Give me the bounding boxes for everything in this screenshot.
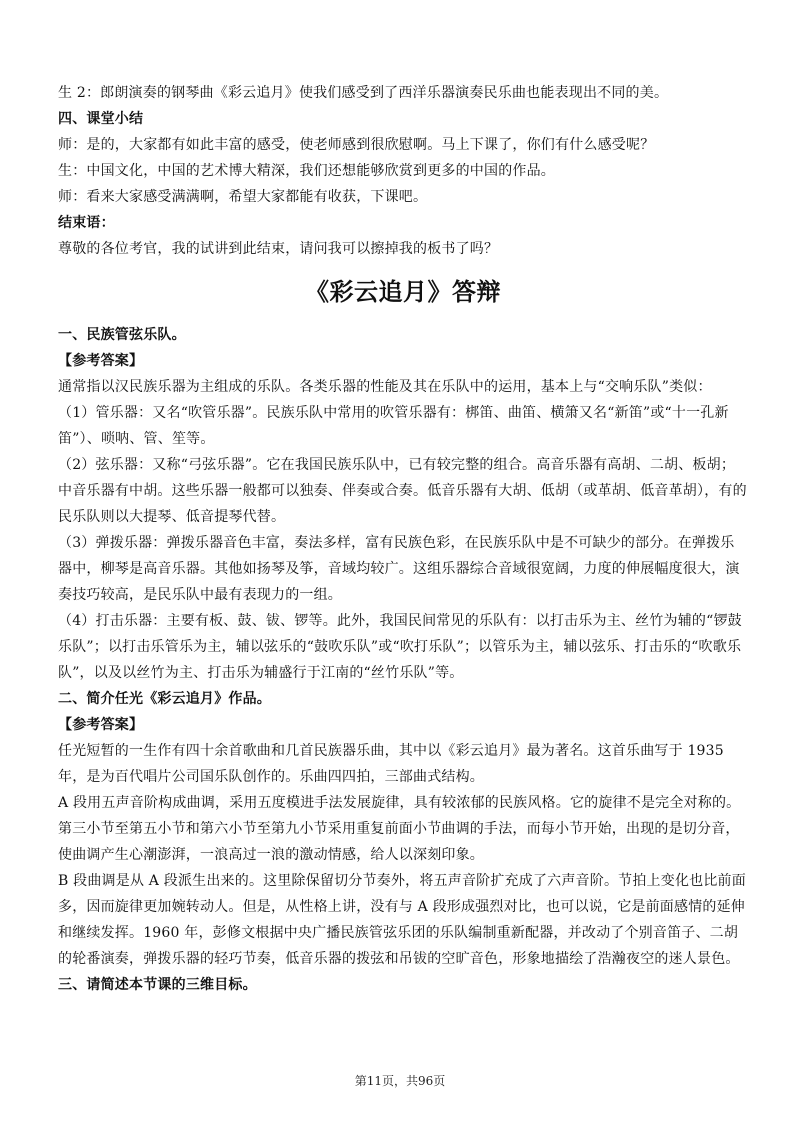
page-number-footer: 第11页，共96页	[354, 1074, 446, 1088]
paragraph: 任光短暂的一生作有四十余首歌曲和几首民族器乐曲，其中以《彩云追月》最为著名。这首乐曲写于 1935 年，是为百代唱片公司国乐队创作的。乐曲四四拍，三部曲式结构。	[58, 743, 724, 785]
page-title: 《彩云追月》答辩	[305, 278, 501, 306]
question-2-heading: 二、简介任光《彩云追月》作品。	[58, 691, 271, 707]
document-page	[58, 80, 748, 998]
closing-line: 尊敬的各位考官，我的试讲到此结束，请问我可以擦掉我的板书了吗？	[58, 241, 499, 257]
paragraph: A 段用五声音阶构成曲调，采用五度模进手法发展旋律，具有较浓郁的民族风格。它的旋律不是完全对称的。第三小节至第五小节和第六小节至第九小节采用重复前面小节曲调的手法，而每小节开始，出现的是切分音，使曲调产生心潮澎湃，一浪高过一浪的激动情感，给人以深刻印象。	[58, 795, 741, 863]
paragraph: （2）弦乐器：又称“弓弦乐器”。它在我国民族乐队中，已有较完整的组合。高音乐器有高胡、二胡、板胡；中音乐器有中胡。这些乐器一般都可以独奏、伴奏或合奏。低音乐器有大胡、低胡（或革胡、低音革胡），有的民乐队则以大提琴、低音提琴代替。	[58, 457, 747, 525]
section-heading-class-summary: 四、课堂小结	[58, 111, 144, 127]
section-heading-closing: 结束语：	[58, 215, 115, 231]
teacher-line-2: 师：看来大家感受满满啊，希望大家都能有收获，下课吧。	[58, 189, 428, 205]
answer-label: 【参考答案】	[58, 353, 144, 369]
paragraph: （4）打击乐器：主要有板、鼓、钹、锣等。此外，我国民间常见的乐队有：以打击乐为主、丝竹为辅的“锣鼓乐队”；以打击乐管乐为主，辅以弦乐的“鼓吹乐队”或“吹打乐队”；以管乐为主，辅以弦乐、打击乐的“吹歌乐队”，以及以丝竹为主、打击乐为辅盛行于江南的“丝竹乐队”等。	[58, 613, 742, 681]
student-line: 生：中国文化，中国的艺术博大精深，我们还想能够欣赏到更多的中国的作品。	[58, 163, 555, 179]
question-3-heading: 三、请简述本节课的三维目标。	[58, 977, 257, 993]
paragraph: B 段曲调是从 A 段派生出来的。这里除保留切分节奏外，将五声音阶扩充成了六声音阶。节拍上变化也比前面多，因而旋律更加婉转动人。但是，从性格上讲，没有与 A 段形成强烈对比，也可以说，它是前面感情的延伸和继续发挥。1960 年，彭修文根据中央广播民族管弦乐团的乐队编制重新配器，并改动了个别音笛子、二胡的轮番演奏，弹拨乐器的轻巧节奏，低音乐器的拨弦和吊钹的空旷音色，形象地描绘了浩瀚夜空的迷人景色。	[58, 873, 746, 967]
paragraph: （3）弹拨乐器：弹拨乐器音色丰富，奏法多样，富有民族色彩，在民族乐队中是不可缺少的部分。在弹拨乐器中，柳琴是高音乐器。其他如扬琴及筝，音域均较广。这组乐器综合音域很宽阔，力度的伸展幅度很大，演奏技巧较高，是民乐队中最有表现力的一组。	[58, 535, 740, 603]
paragraph: （1）管乐器：又名“吹管乐器”。民族乐队中常用的吹管乐器有：梆笛、曲笛、横箫又名“新笛”或“十一孔新笛”）、唢呐、管、笙等。	[58, 405, 729, 447]
question-1-heading: 一、民族管弦乐队。	[58, 327, 186, 343]
student2-line: 生 2：郎朗演奏的钢琴曲《彩云追月》使我们感受到了西洋乐器演奏民乐曲也能表现出不同的美。	[58, 85, 669, 101]
teacher-line-1: 师：是的，大家都有如此丰富的感受，使老师感到很欣慰啊。马上下课了，你们有什么感受呢？	[58, 137, 655, 153]
paragraph: 通常指以汉民族乐器为主组成的乐队。各类乐器的性能及其在乐队中的运用，基本上与“交响乐队”类似：	[58, 379, 712, 395]
answer-label: 【参考答案】	[58, 717, 144, 733]
